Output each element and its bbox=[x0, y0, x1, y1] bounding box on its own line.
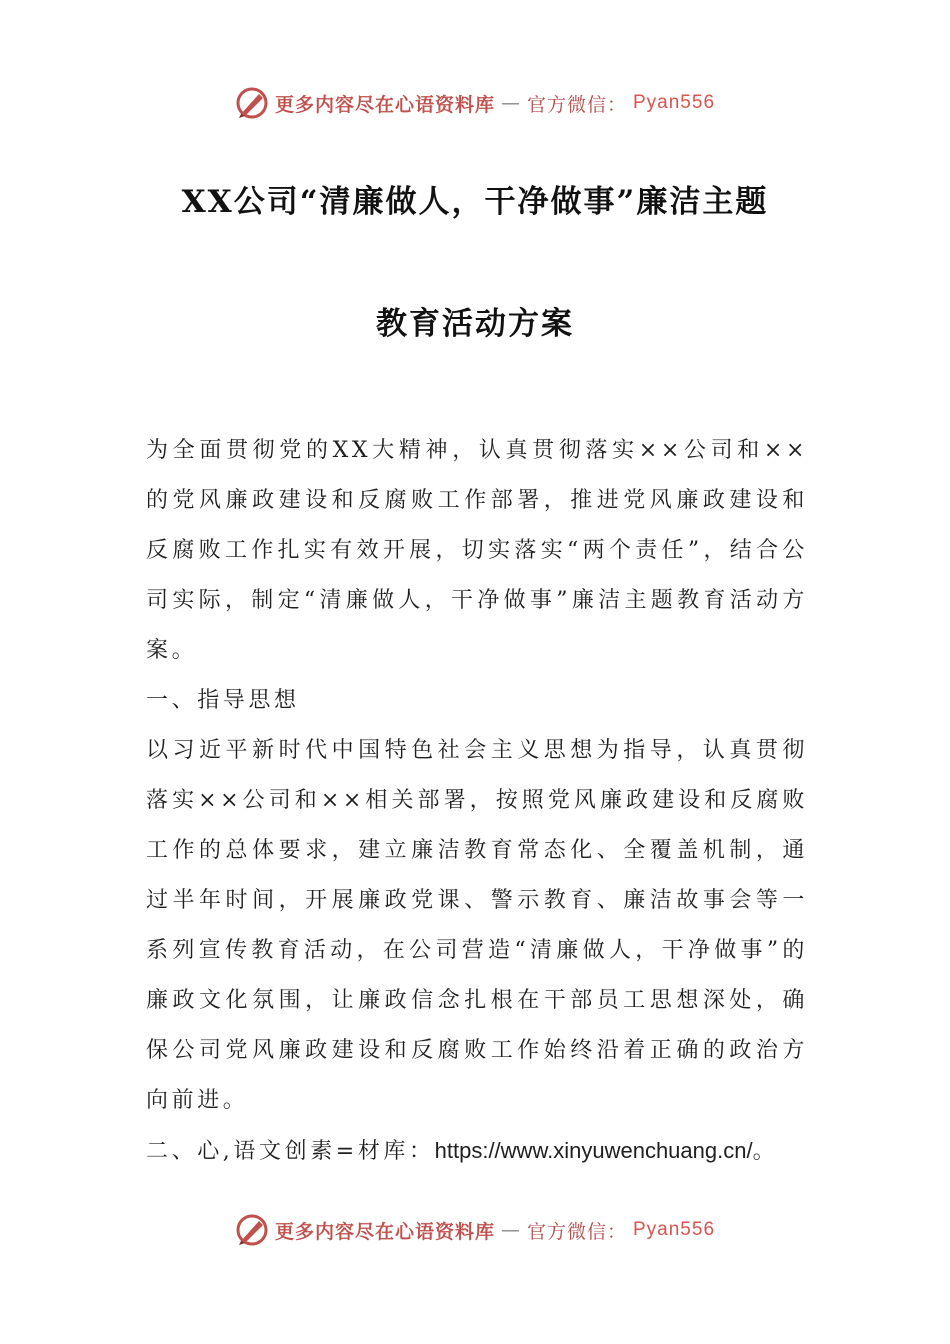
section1-heading: 一、指导思想 bbox=[146, 688, 300, 713]
watermark-wechat-label: 官方微信： bbox=[526, 93, 627, 116]
header-watermark bbox=[0, 86, 950, 120]
section2-prefix: 二、心,语文创素=材库： bbox=[146, 1139, 435, 1164]
footer-watermark bbox=[0, 1213, 950, 1247]
watermark-separator: — bbox=[500, 1219, 521, 1241]
section1-paragraph: 以习近平新时代中国特色社会主义思想为指导，认真贯彻落实××公司和××相关部署，按照党风廉政建设和反腐败工作的总体要求，建立廉洁教育常态化、全覆盖机制，通过半年时间，开展廉政党课、警示教育、廉洁故事会等一系列宣传教育活动，在公司营造“清廉做人，干净做事”的廉政文化氛围，让廉政信念扎根在干部员工思想深处，确保公司党风廉政建设和反腐败工作始终沿着正确的政治方向前进。 bbox=[146, 738, 808, 1113]
pen-circle-icon bbox=[235, 1213, 269, 1247]
watermark-wechat-id: Pyan556 bbox=[633, 1219, 716, 1240]
watermark-wechat-id: Pyan556 bbox=[633, 92, 716, 113]
pen-circle-icon bbox=[235, 86, 269, 120]
watermark-separator: — bbox=[500, 92, 521, 114]
document-body bbox=[146, 426, 808, 1177]
section2-heading bbox=[146, 1126, 808, 1177]
watermark-brand: 更多内容尽在心语资料库 bbox=[274, 1220, 495, 1243]
source-link[interactable]: https://www.xinyuwenchuang.cn/ bbox=[434, 1138, 753, 1163]
watermark-wechat-label: 官方微信： bbox=[526, 1220, 627, 1243]
document-title-line1: XX公司“清廉做人，干净做事”廉洁主题 bbox=[181, 184, 769, 220]
section2-suffix: 。 bbox=[752, 1139, 779, 1164]
document-title-line2: 教育活动方案 bbox=[376, 306, 574, 342]
intro-paragraph: 为全面贯彻党的XX大精神，认真贯彻落实××公司和××的党风廉政建设和反腐败工作部署，推进党风廉政建设和反腐败工作扎实有效开展，切实落实“两个责任”，结合公司实际，制定“清廉做人，干净做事”廉洁主题教育活动方案。 bbox=[146, 438, 808, 663]
watermark-brand: 更多内容尽在心语资料库 bbox=[274, 93, 495, 116]
